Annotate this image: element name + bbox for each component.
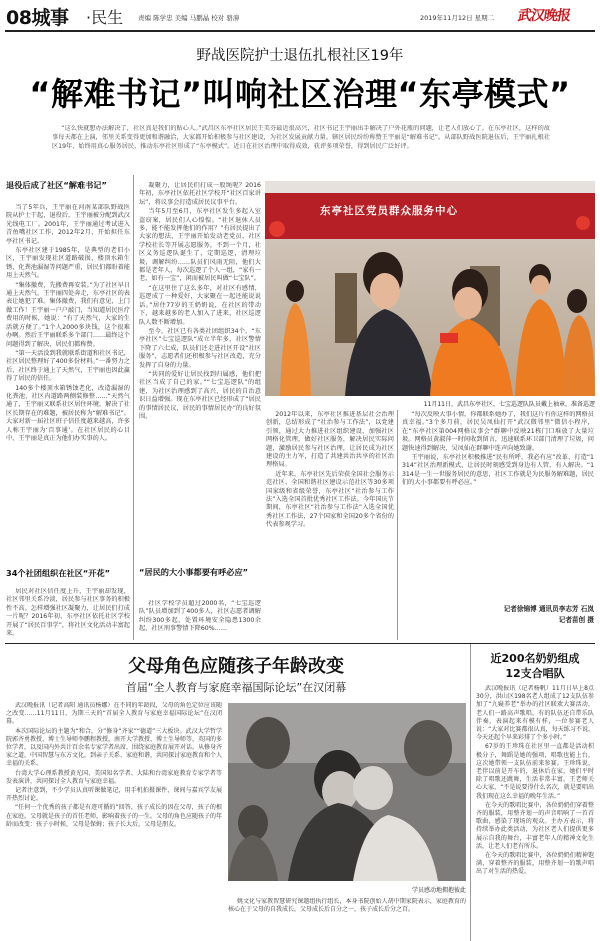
article2-photo: [228, 703, 466, 881]
col4-body: [402, 411, 594, 599]
page-section-label: 08城事: [6, 7, 69, 29]
section-rule: [5, 643, 595, 644]
paragraph: 东亭社区建于1985年，是典型的老旧小区，王宇丽发现社区道路破损、楼顶水箱生锈、化粪池漏湿等问题严重，居民们都盼着能用上天然气。: [6, 247, 130, 280]
article2-body: [6, 702, 222, 938]
main-lead: “这么快就想办法解决了，社区真是我们的贴心人。”武昌区东亭社区居民王美芬最近很高兴，社区书记王宇丽出手解决了户外花瓶的问题，让老人们放心了。在东亭社区，这样的故事每天都在上演，邻里关系变得更加和谐融洽，大家都开始积极参与社区建设，为社区发展贡献力量。辖区居民纷纷称赞王宇丽是“解难书记”。从部队野战医院退伍后，王宇丽扎根社区19年，始终用真心服务居民，推动东亭社区形成了“东亭模式”。近日在社区治理中取得成效，获评多项荣誉，得到居民广泛好评。: [52, 125, 550, 150]
paragraph: 140多个楼顶水箱锈蚀老化，改造漏湿的化粪池、社区内道路两侧装修整……“天然气通了，王宇丽又联系社区居住环境，解决了社区长期存在的难题，被居民称为“解难书记”。大家对新一届社区班子信任度越来越高，许多人称王宇丽为‘百事通’。在社区居民的心目中，王宇丽是真正为他们办实事的人。: [6, 384, 130, 442]
paragraph: 在今天的歌唱比赛中，各位奶奶们精神饱满，穿着整齐的服装，用整齐划一的歌声唱出了对生活的热爱。: [476, 852, 594, 876]
header-rule: [5, 30, 595, 32]
column-divider: [133, 175, 134, 640]
paragraph: 武汉晚报讯（记者高阳 通讯员杨娜）在不同的年龄段，父母的角色定位应该随之改变……11月11日，为期三天的“首届全人教育与家庭幸福国际论坛”在汉闭幕。: [6, 702, 222, 726]
column-divider: [470, 644, 471, 941]
paragraph: “第一天活没到我就联系街道和社区书记，社区居民整理好了400多份材料。”一番努力之后，社区终于通上了天然气，王宇丽也因此赢得了居民的信任。: [6, 349, 130, 383]
subhead-retired: 退役后成了社区“解难书记”: [6, 180, 107, 190]
subhead-clubs: 34个社团组织在社区“开花”: [6, 568, 111, 578]
issue-date: 2019年11月12日 星期二: [420, 14, 495, 22]
paragraph: 当了5年兵，王宇丽在河南某部队野战医院从护士干起，退役后，王宇丽被分配到武汉光线电工厂。2001年，王宇丽通过考试进入青鱼嘴社区工作，2012年2月，开始担任东亭社区书记。: [6, 204, 130, 245]
paragraph: 社区学校学员超过2000名，“七宝巡逻队”队员增加到了400多人，社区志愿者调解纠纷300多起，处置环境安全隐患1300余起，社区刑事警情下降60%……: [139, 600, 261, 633]
paragraph: 王宇丽说，东亭社区积极推进“民有所呼，我必有应”改革，打造“1314”社区治理新模式，让居民时刻感受到身边有人管、有人解决。“1314是一生一世服务居民的意思，社区工作就是为民服务解难题，居民们的大小事都要有呼必应。”: [402, 454, 594, 487]
paragraph: “任何一个优秀的孩子都是有迹可循的”回答，孩子成长的因在父母，孩子的根在家庭。父母就是孩子的首任老师，影响着孩子的一生。父母的角色应随孩子的年龄而改变：孩子小时候，父母是保姆；孩子长大后，父母是朋友。: [6, 804, 222, 828]
paragraph: “在这里住了这么多年，对社区有感情，巡逻成了一种爱好，大家聚在一起还能说说话。”居住77岁的王奶奶说，在社区的带动下，越来越多的老人加入了进来，社区巡逻队人数不断增加。: [139, 284, 261, 326]
byline: 记者徐锦博 通讯员李志芳 石岚: [503, 605, 594, 613]
paragraph: 在今天的歌唱比赛中，各位奶奶们穿着整齐的服装，用整齐划一的声音唱响了一首首歌曲，感染了现场的观众。主办方表示，将持续举办此类活动，为社区老人们提供更多展示自我的舞台，丰富老年人的精神文化生活，让老人们老有所乐。: [476, 801, 594, 850]
photo-credit: 记者苗创 摄: [558, 616, 594, 624]
paragraph: 2012年以来，东亭社区推进基层社会治理创新，总结形成了“社治参与工作法”，以党建引领，通过大力推进社区组织建设，加强社区网格化管理，做好社区服务，解决居民实际问题，激励居民参与社区治理，让居民成为社区建设的主力军，打造了共建共治共享的社区治理格局。: [266, 411, 394, 469]
column-divider: [397, 410, 398, 640]
paragraph: 凝聚力，让居民们打成一股绳呢？2016年初，东亭社区依托社区学校开“社区百家讲坛”，将议事会打造成居民议事平台。: [139, 182, 261, 206]
col3-body: [266, 411, 394, 640]
paragraph: “集体撤费，先搬费再安装。”为了社区早日通上天然气，王宇丽四处奔走，东亭社区的表表让她犯了难。集体撤费，我们有意见，上门做工作！王宇丽一户户敲门，当知道居民医疗费用的时候，她说：“有了天然气，大家的生活就方便了。”1个人2000多块钱，这个很难办啊。然后王宇丽联系多个部门……最终这个问题得到了解决，居民们都称赞。: [6, 281, 130, 348]
article3-title-line2: 12支合唱队: [505, 667, 565, 680]
section-tag: ·民生: [86, 8, 124, 27]
col2-body-b: [139, 600, 261, 640]
paragraph: 本次国际论坛的主题为“和合，分”修身“齐家”“德道”三大板块。武汉大学哲学院郭齐勇教授、博士生导师李鹏程教授，南开大学教授、博士生导师等，英国的多位学者，以及国内外共计百余名专家学者出席，围绕家庭教育展开对话。从修身齐家之道，中国智慧与东方文化，到亲子关系、家庭和谐，共同探讨家庭教育和个人幸福的关系。: [6, 727, 222, 768]
paragraph: 67岁的王珍珠在社区里一直都是活动积极分子，舞蹈是她的强项，唱歌也能上台，这次她带领一支队伍前来参赛。王珍珠说，老伴以前是开车的，退休后在家，她们平时除了唱歌还跳舞，生活非常丰富。王老师关心大家，“不是说要得什么名次，就是要唱出我们现在这么幸福的晚年生活。”: [476, 743, 594, 800]
paragraph: 武汉晚报讯（记者杨帆）11月日早上8点30分，洪山区198名老人组成了12支队伍参加了“九嶷养老”举办的社区联欢大赛活动，老人们一路高声歌唱，有的队伍还自带乐队伴奏，表演起来有模有样，一位参赛老人说：“大家对比赛都很认真，每天练习不说，今天还起个早来彩排了个多小时。”: [476, 685, 594, 742]
paragraph: “共同的爱好让居民找到归属感，他们把社区当成了自己的家。”“七宝巡逻队”的组建，为社区治理感到了高兴，居民的自治意识日益增强。现在东亭社区已经形成了“居民的事情居民议，居民的事情居民办”的良好氛围。: [139, 370, 261, 420]
main-headline: “解难书记”叫响社区治理“东亭模式”: [29, 75, 571, 113]
paragraph: 台湾大学心理系教授黄光国、美国知名学者、大陆和台湾家庭教育专家学者等发表演讲，共同探讨全人教育与家庭幸福。: [6, 769, 222, 785]
col1-body-a: [6, 204, 130, 561]
paragraph: 当年5月至6月，东亭社区发生多起入室盗窃案，居民们人心惶惶。“社区退休人员多，能不能发挥他们的作用？”有居民提出了大家的想法，王宇丽开始发动老党员、社区学校社长等开展志愿服务。不到一个月，社区义务巡逻队诞生了，定期巡逻，清理垃圾，调解纠纷……队员们风雨无阻，他们大都是老年人，每次巡逻了个人一组，“家有一老，如有一宝”，闲而被居民叫做“七宝队”。: [139, 208, 261, 283]
article2-title: 父母角色应随孩子年龄改变: [128, 656, 344, 677]
main-kicker: 野战医院护士退伍扎根社区19年: [196, 48, 404, 64]
article3-body: [476, 685, 594, 938]
main-photo: [265, 181, 595, 396]
paragraph: “每次反映大事小情，你都联系她办了，我们这片有你这样的网格员真幸福。”3个多月前，居民吴凤仙打开“武汉微邻里”微信小程序，在“东亭社区第004网格议事会”群聊中反映21栋门口堆放了大量垃圾。网格员黄淑萍一时间收到留言，迅速联系环卫部门清理了垃圾，问题快速得到解决，吴凤仙在群聊中连声向她致谢。: [402, 411, 594, 452]
editor-credits: 责编 陈学忠 美编 马鹏晶 校对 骆濞: [138, 14, 240, 22]
paragraph: 居民对社区信任度上升，王宇丽却发现，社区邻里关系冷淡，居民参与社区事务的积极性不高。怎样增强社区凝聚力，让居民们打成一片呢？2016年初，东亭社区依托社区学校开展了“居民百事学”，将社区文化活动丰富起来。: [6, 588, 130, 638]
article2-subtitle: 首届“全人教育与家庭幸福国际论坛”在汉闭幕: [125, 681, 347, 694]
paragraph: 记者注意到，不少学员认真听课做笔记，用手机拍摄课件，课间与嘉宾学友展开热烈讨论。: [6, 787, 222, 803]
article2-photo-caption: 学员感动地拥抱彼此: [411, 887, 466, 894]
main-photo-caption: 11月11日，武昌东亭社区，七宝巡逻队队员戴上袖章，准备巡逻: [423, 401, 595, 408]
article3-title-line1: 近200名奶奶组成: [490, 652, 580, 665]
paragraph: 至今，社区已有各类社团组织34个，“东亭社区”七宝巡逻队“成立半年多，社区警情下降了六七成，队员们还走进社区开设“社区服务”，志愿者们还积极参与社区改造，充分发挥了自身的力量。: [139, 327, 261, 369]
paragraph: 近年来，东亭社区先后荣获全国社会服务示范社区、全国和谐社区建设示范社区等30多项国家级和省级荣誉，东亭社区“社治参与工作法”入选全国首批优秀社区工作法。今年国庆节期间，东亭社区“社治参与工作法”入选全国优秀社区工作法，27个国家和全国20多个省份的代表参观学习。: [266, 470, 394, 529]
paper-logo: 武汉晚报: [516, 8, 571, 24]
photo-sign-text: 东亭社区党员群众服务中心: [320, 205, 458, 217]
subhead-respond: “居民的大小事都要有呼必应”: [139, 567, 249, 577]
article2-col2: 姚文化与家教智慧研究课题组执行组长，本身书院创始人胡中期家院表示，家庭教育的核心在于父母的自我成长，父母成长后自分之一，孩子成长后分之百。: [228, 898, 466, 914]
col1-body-b: [6, 588, 130, 640]
hug-photo-illustration: [228, 703, 466, 881]
col2-body-a: [139, 182, 261, 562]
page-header: [0, 0, 600, 30]
